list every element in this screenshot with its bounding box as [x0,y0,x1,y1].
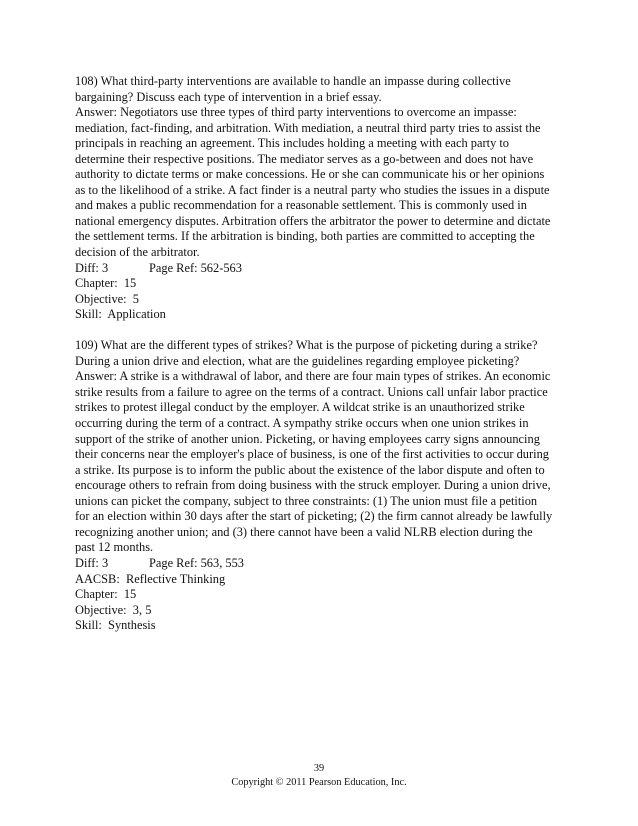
page-ref: Page Ref: 562-563 [149,260,242,275]
answer-text: Answer: A strike is a withdrawal of labor, and there are four main types of strikes. An economic strike results from a failure to agree on the terms of a contract. Unions call unfair labor practice strikes to protest illegal conduct by the employer. A wildcat strike is an unauthorized strike occurring during the term of a contract. A sympathy strike occurs when one union strikes in support of the strike of another union. Picketing, or having employees carry signs announcing their concerns near the employer's place of business, is one of the first activities to occur during a strike. Its purpose is to inform the public about the existence of the labor dispute and often to encourage others to refrain from doing business with the struck employer. During a union drive, unions can picket the company, subject to three constraints: (1) The union must file a petition for an election within 30 days after the start of picketing; (2) the firm cannot already be lawfully recognizing another union; and (3) there cannot have been a valid NLRB election during the past 12 months. [75,369,553,555]
skill-line: Skill: Synthesis [75,618,156,633]
diff-line [75,556,553,572]
diff-label: Diff: 3 [75,260,109,275]
diff-line [75,261,553,277]
question-block-108 [75,74,553,323]
page-content [75,74,553,634]
question-block-109 [75,338,553,633]
page-ref: Page Ref: 563, 553 [149,555,244,570]
answer-text: Answer: Negotiators use three types of third party interventions to overcome an impasse: mediation, fact-finding, and arbitration. With mediation, a neutral third party tries to assist the principals in reaching an agreement. This includes holding a meeting with each party to determine their respective positions. The mediator serves as a go-between and does not have authority to dictate terms or make concessions. He or she can communicate his or her opinions as to the likelihood of a strike. A fact finder is a neutral party who studies the issues in a dispute and makes a public recommendation for a reasonable settlement. This is commonly used in national emergency disputes. Arbitration offers the arbitrator the power to determine and dictate the settlement terms. If the arbitration is binding, both parties are committed to accepting the decision of the arbitrator. [75,105,551,260]
block-spacer [75,323,553,339]
page-number: 39 [313,763,325,774]
question-text: 109) What are the different types of strikes? What is the purpose of picketing during a strike? During a union drive and election, what are the guidelines regarding employee picketing? [75,338,538,368]
chapter-line: Chapter: 15 [75,587,137,602]
diff-label: Diff: 3 [75,555,109,570]
objective-line: Objective: 3, 5 [75,602,152,617]
skill-line: Skill: Application [75,307,166,322]
copyright-notice: Copyright © 2011 Pearson Education, Inc. [231,777,407,788]
objective-line: Objective: 5 [75,291,139,306]
chapter-line: Chapter: 15 [75,276,137,291]
aacsb-line: AACSB: Reflective Thinking [75,571,226,586]
question-text: 108) What third-party interventions are available to handle an impasse during collective bargaining? Discuss each type of intervention in a brief essay. [75,74,511,104]
